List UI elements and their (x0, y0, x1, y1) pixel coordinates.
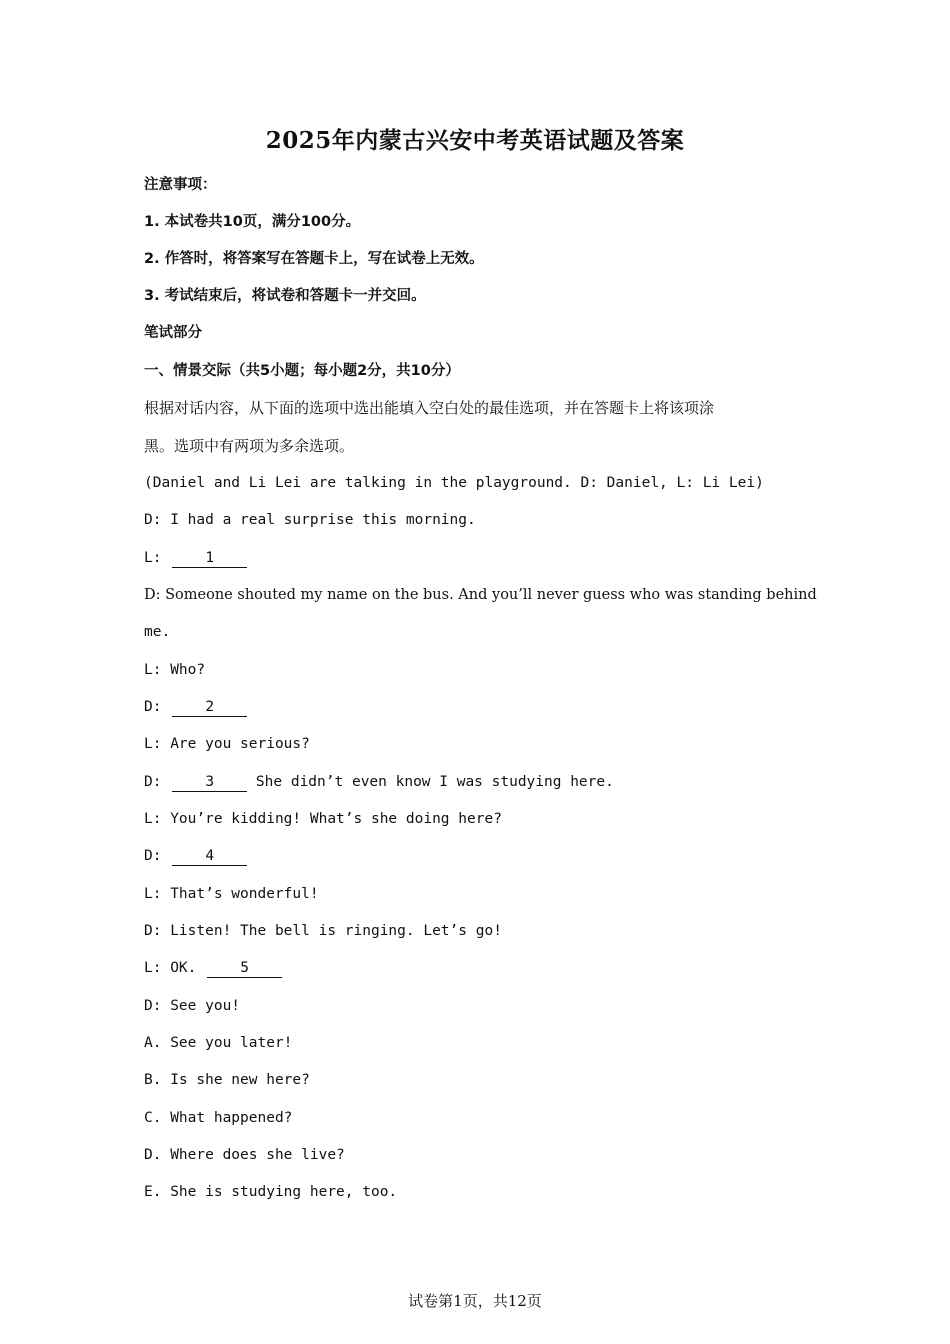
option-c: C. What happened? (144, 1110, 293, 1126)
answer-blank-2: 2 (172, 699, 247, 717)
page-title: 2025年内蒙古兴安中考英语试题及答案 (265, 127, 685, 154)
dialogue-line: D: Someone shouted my name on the bus. And you’ll never guess who was standing behind (144, 587, 817, 603)
option-b: B. Is she new here? (144, 1072, 310, 1088)
part1-heading: 一、情景交际（共5小题；每小题2分，共10分） (144, 363, 460, 379)
answer-blank-4: 4 (172, 848, 247, 866)
option-e: E. She is studying here, too. (144, 1184, 398, 1200)
option-d: D. Where does she live? (144, 1147, 345, 1163)
dialogue-line: D: See you! (144, 998, 241, 1014)
dialogue-line: L: That’s wonderful! (144, 886, 319, 902)
notice-item-3: 3. 考试结束后，将试卷和答题卡一并交回。 (144, 288, 426, 304)
dialogue-line: me. (144, 624, 171, 640)
dialogue-line (144, 697, 247, 717)
page-footer: 试卷第1页，共12页 (408, 1292, 542, 1310)
dialogue-line: L: You’re kidding! What’s she doing here? (144, 811, 502, 827)
dialogue-suffix: She didn’t even know I was studying here. (247, 774, 614, 790)
dialogue-line: D: I had a real surprise this morning. (144, 512, 476, 528)
instruction-line-2: 黑。选项中有两项为多余选项。 (144, 437, 355, 455)
dialogue-line (144, 548, 247, 568)
answer-blank-5: 5 (207, 960, 282, 978)
answer-blank-3: 3 (172, 774, 247, 792)
instruction-line-1: 根据对话内容，从下面的选项中选出能填入空白处的最佳选项，并在答题卡上将该项涂 (144, 399, 715, 417)
dialogue-line: D: Listen! The bell is ringing. Let’s go! (144, 923, 502, 939)
dialogue-intro: (Daniel and Li Lei are talking in the playground. D: Daniel, L: Li Lei) (144, 475, 764, 491)
dialogue-line (144, 846, 247, 866)
notice-heading: 注意事项： (144, 177, 217, 193)
notice-item-2: 2. 作答时，将答案写在答题卡上，写在试卷上无效。 (144, 251, 484, 267)
dialogue-line (144, 958, 282, 978)
dialogue-line: L: Who? (144, 662, 206, 678)
dialogue-line (144, 772, 614, 792)
answer-blank-1: 1 (172, 550, 247, 568)
notice-item-1: 1. 本试卷共10页，满分100分。 (144, 214, 361, 230)
speaker-prefix: D: (144, 699, 171, 715)
section-heading: 笔试部分 (144, 325, 202, 341)
speaker-prefix: L: (144, 550, 171, 566)
dialogue-line: L: Are you serious? (144, 736, 310, 752)
option-a: A. See you later! (144, 1035, 293, 1051)
speaker-prefix: L: OK. (144, 960, 206, 976)
speaker-prefix: D: (144, 848, 171, 864)
speaker-prefix: D: (144, 774, 171, 790)
